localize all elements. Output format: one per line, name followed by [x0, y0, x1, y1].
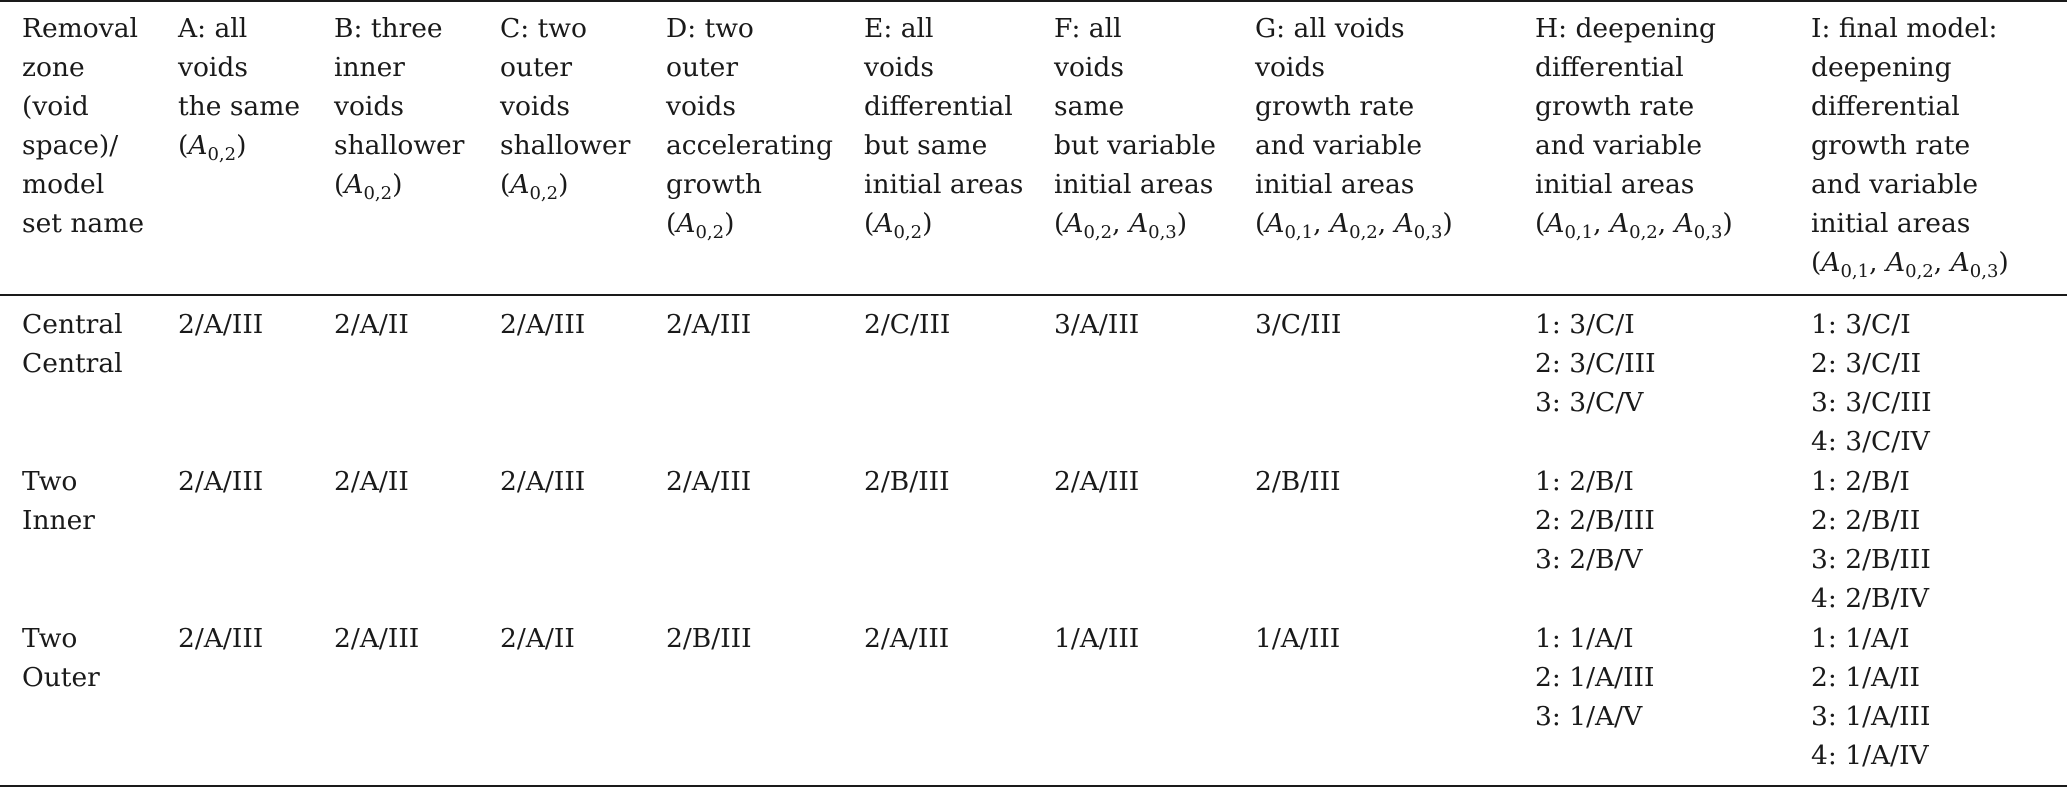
cell-line: 3: 1/A/V — [1535, 701, 1643, 732]
cell-line: initial areas — [1811, 208, 1971, 239]
cell-line: E: all — [864, 13, 934, 44]
cell-line: 2/A/III — [864, 623, 950, 654]
cell-line: voids — [1255, 52, 1325, 83]
cell-line: B: three — [334, 13, 443, 44]
table-cell — [178, 462, 263, 501]
table-cell — [500, 462, 585, 501]
cell-line: initial areas — [1255, 169, 1415, 200]
cell-line: model — [22, 169, 105, 200]
cell-line: same — [1054, 91, 1125, 122]
cell-line: voids — [864, 52, 934, 83]
cell-line: Two — [22, 623, 78, 654]
cell-line: outer — [666, 52, 739, 83]
table-cell — [1535, 462, 1655, 579]
column-header-b — [334, 9, 464, 204]
initial-area-parameters: $(A_{0,2})$ — [178, 130, 247, 165]
cell-line: I: final model: — [1811, 13, 1998, 44]
cell-line: 3: 1/A/III — [1811, 701, 1931, 732]
table-cell — [1535, 305, 1656, 422]
cell-line: A: all — [178, 13, 248, 44]
cell-line: 2/A/III — [1054, 466, 1140, 497]
cell-line: differential — [864, 91, 1013, 122]
cell-line: 2/B/III — [1255, 466, 1341, 497]
cell-line: C: two — [500, 13, 587, 44]
initial-area-parameters: $(A_{0,2})$ — [666, 208, 735, 243]
cell-line: initial areas — [1054, 169, 1214, 200]
table-cell — [864, 619, 949, 658]
cell-line: 2/A/III — [178, 466, 264, 497]
cell-line: shallower — [334, 130, 465, 161]
table-cell — [1255, 305, 1341, 344]
cell-line: 2/C/III — [864, 309, 951, 340]
initial-area-parameters: $(A_{0,2})$ — [334, 169, 403, 204]
initial-area-parameters: $(A_{0,2})$ — [500, 169, 569, 204]
cell-line: 3/C/III — [1255, 309, 1342, 340]
cell-line: shallower — [500, 130, 631, 161]
cell-line: 2: 3/C/III — [1535, 348, 1656, 379]
cell-line: 2/A/II — [334, 309, 409, 340]
cell-line: 2: 3/C/II — [1811, 348, 1922, 379]
table-header-rule — [0, 294, 2067, 296]
cell-line: 2/A/III — [178, 309, 264, 340]
table-cell — [666, 619, 752, 658]
column-header-g — [1255, 9, 1453, 243]
cell-line: outer — [500, 52, 573, 83]
column-header-i — [1811, 9, 2009, 282]
cell-line: 2/A/III — [500, 309, 586, 340]
cell-line: voids — [666, 91, 736, 122]
table-cell — [666, 462, 751, 501]
cell-line: voids — [500, 91, 570, 122]
column-header-e — [864, 9, 1023, 243]
cell-line: H: deepening — [1535, 13, 1717, 44]
cell-line: 3: 3/C/V — [1535, 387, 1644, 418]
table-cell — [1811, 462, 1931, 618]
cell-line: 2/A/III — [666, 466, 752, 497]
cell-line: 2: 2/B/II — [1811, 505, 1921, 536]
cell-line: space)/ — [22, 130, 119, 161]
table-cell — [1535, 619, 1654, 736]
cell-line: 3: 2/B/V — [1535, 544, 1643, 575]
table-cell — [178, 305, 263, 344]
cell-line: growth rate — [1255, 91, 1415, 122]
cell-line: 4: 3/C/IV — [1811, 426, 1930, 457]
row-label — [22, 305, 123, 383]
cell-line: initial areas — [1535, 169, 1695, 200]
cell-line: 3/A/III — [1054, 309, 1140, 340]
cell-line: D: two — [666, 13, 754, 44]
cell-line: growth rate — [1811, 130, 1971, 161]
cell-line: voids — [178, 52, 248, 83]
cell-line: voids — [1054, 52, 1124, 83]
cell-line: 1: 3/C/I — [1811, 309, 1911, 340]
cell-line: Central — [22, 309, 123, 340]
cell-line: differential — [1811, 91, 1960, 122]
cell-line: 3: 2/B/III — [1811, 544, 1931, 575]
cell-line: 2/A/II — [500, 623, 575, 654]
cell-line: Two — [22, 466, 78, 497]
cell-line: 2/A/II — [334, 466, 409, 497]
cell-line: differential — [1535, 52, 1684, 83]
cell-line: growth — [666, 169, 762, 200]
cell-line: and variable — [1811, 169, 1979, 200]
initial-area-parameters: $(A_{0,2})$ — [864, 208, 933, 243]
cell-line: but same — [864, 130, 988, 161]
initial-area-parameters: ($A_{0,1}$, $A_{0,2}$, $A_{0,3}$) — [1535, 208, 1733, 243]
column-header-a — [178, 9, 300, 165]
initial-area-parameters: ($A_{0,1}$, $A_{0,2}$, $A_{0,3}$) — [1811, 247, 2009, 282]
table-cell — [864, 305, 950, 344]
cell-line: 2/A/III — [500, 466, 586, 497]
cell-line: 2: 1/A/III — [1535, 662, 1655, 693]
cell-line: 2/B/III — [864, 466, 950, 497]
column-header-d — [666, 9, 833, 243]
table-cell — [864, 462, 950, 501]
table-cell — [500, 305, 585, 344]
cell-line: Inner — [22, 505, 95, 536]
table-cell — [1811, 305, 1932, 461]
column-header-h — [1535, 9, 1733, 243]
cell-line: 2/A/III — [666, 309, 752, 340]
cell-line: set name — [22, 208, 145, 239]
table-cell — [334, 619, 419, 658]
column-header-f — [1054, 9, 1216, 243]
cell-line: 2/A/III — [334, 623, 420, 654]
initial-area-parameters: ($A_{0,1}$, $A_{0,2}$, $A_{0,3}$) — [1255, 208, 1453, 243]
cell-line: Central — [22, 348, 123, 379]
cell-line: growth rate — [1535, 91, 1695, 122]
table-cell — [666, 305, 751, 344]
table-cell — [500, 619, 575, 658]
cell-line: 1: 3/C/I — [1535, 309, 1635, 340]
cell-line: 1: 1/A/I — [1535, 623, 1634, 654]
cell-line: but variable — [1054, 130, 1216, 161]
cell-line: 4: 1/A/IV — [1811, 740, 1929, 771]
cell-line: and variable — [1535, 130, 1703, 161]
cell-line: 2: 1/A/II — [1811, 662, 1921, 693]
cell-line: G: all voids — [1255, 13, 1405, 44]
initial-area-parameters: ($A_{0,2}$, $A_{0,3}$) — [1054, 208, 1188, 243]
table-cell — [334, 462, 409, 501]
cell-line: 1: 2/B/I — [1535, 466, 1634, 497]
row-label — [22, 619, 100, 697]
cell-line: 2/B/III — [666, 623, 752, 654]
table-cell — [1255, 462, 1341, 501]
cell-line: F: all — [1054, 13, 1122, 44]
row-label — [22, 462, 95, 540]
cell-line: (void — [22, 91, 89, 122]
table-cell — [1054, 305, 1139, 344]
cell-line: 3: 3/C/III — [1811, 387, 1932, 418]
cell-line: and variable — [1255, 130, 1423, 161]
table-cell — [1054, 462, 1139, 501]
cell-line: 1: 2/B/I — [1811, 466, 1910, 497]
table-cell — [1054, 619, 1139, 658]
cell-line: inner — [334, 52, 405, 83]
column-header-zone — [22, 9, 144, 243]
table-cell — [178, 619, 263, 658]
table-cell — [1255, 619, 1340, 658]
cell-line: 2: 2/B/III — [1535, 505, 1655, 536]
cell-line: 2/A/III — [178, 623, 264, 654]
cell-line: initial areas — [864, 169, 1024, 200]
table-top-rule — [0, 0, 2067, 2]
cell-line: zone — [22, 52, 85, 83]
column-header-c — [500, 9, 630, 204]
cell-line: deepening — [1811, 52, 1952, 83]
cell-line: 4: 2/B/IV — [1811, 583, 1930, 614]
table-cell — [1811, 619, 1930, 775]
cell-line: 1: 1/A/I — [1811, 623, 1910, 654]
cell-line: Outer — [22, 662, 100, 693]
cell-line: 1/A/III — [1054, 623, 1140, 654]
cell-line: the same — [178, 91, 301, 122]
cell-line: accelerating — [666, 130, 833, 161]
table-cell — [334, 305, 409, 344]
cell-line: Removal — [22, 13, 138, 44]
cell-line: voids — [334, 91, 404, 122]
cell-line: 1/A/III — [1255, 623, 1341, 654]
